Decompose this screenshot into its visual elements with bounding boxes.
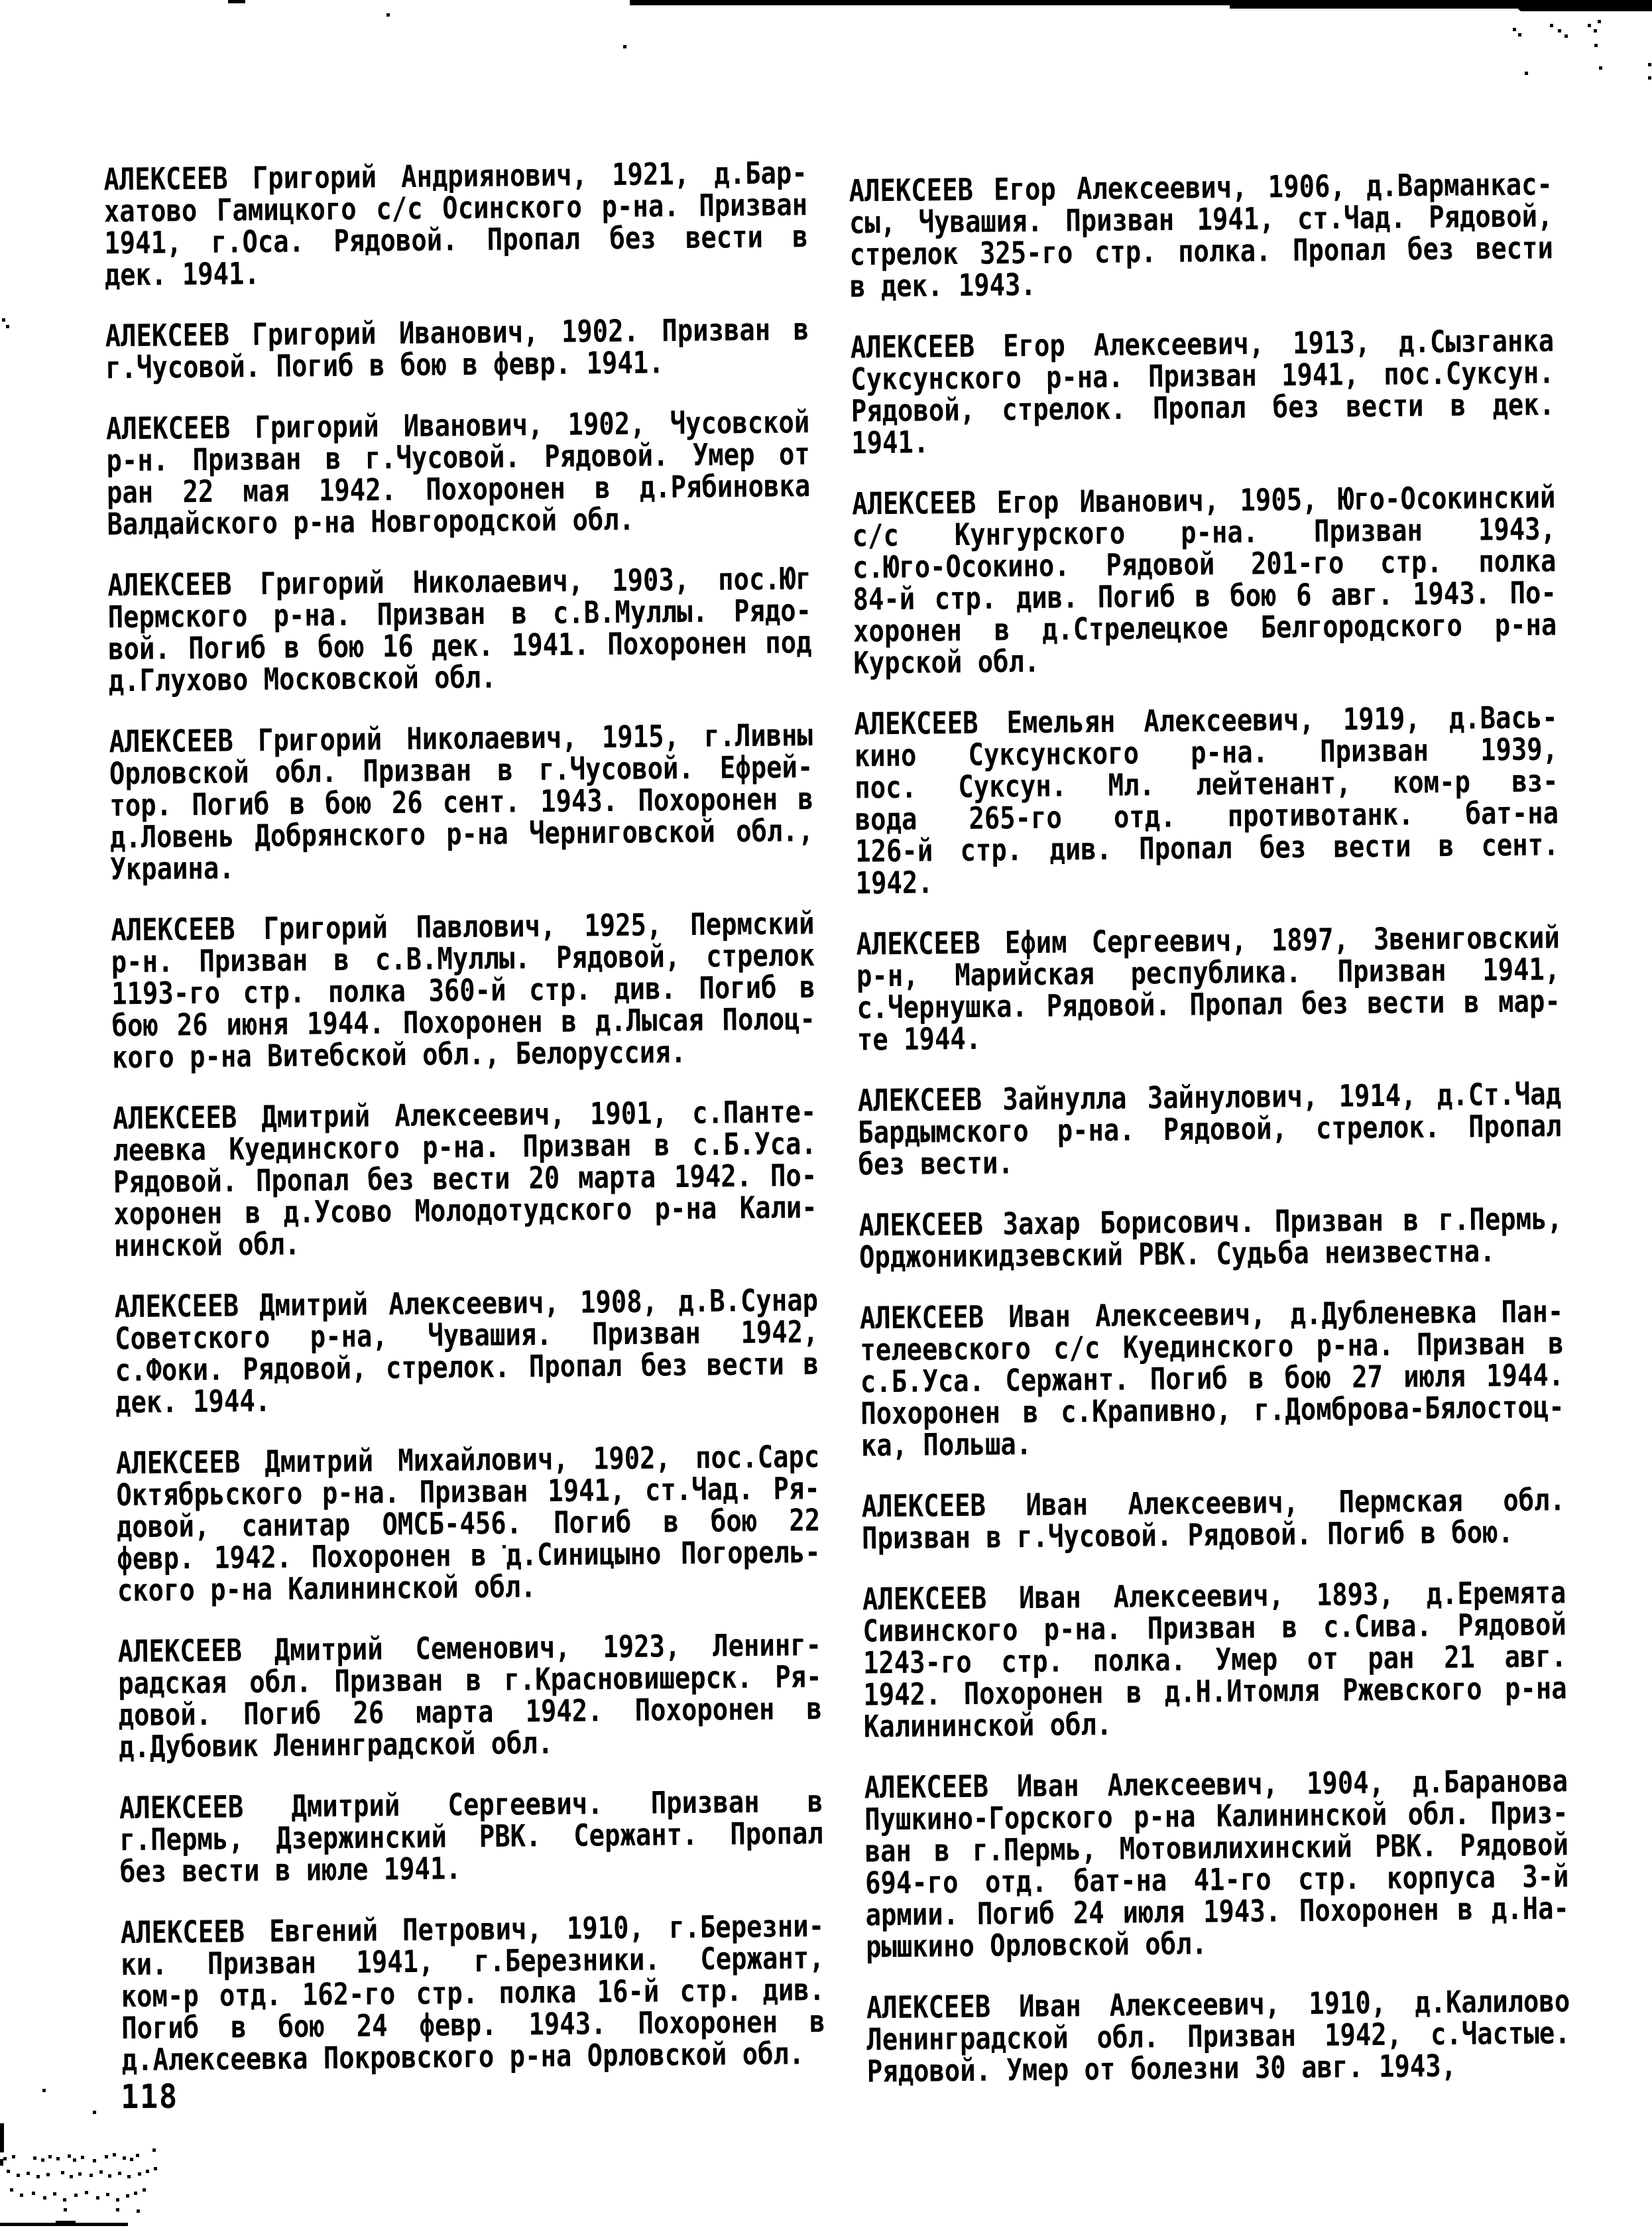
entry-line: 1941. [851,424,929,461]
entry-line: с.Юго-Осокино. Рядовой 201-го стр. полка [852,542,1557,586]
entry-line: нинской обл. [113,1225,300,1264]
entry-line: АЛЕКСЕЕВ Григорий Иванович, 1902, Чусовской [105,404,810,447]
entry-line: АЛЕКСЕЕВ Дмитрий Семенович, 1923, Ленинг- [117,1627,822,1670]
memorial-entry [858,1202,1563,1273]
entry-line: радская обл. Призван в г.Красновишерск. Ря- [117,1658,822,1702]
memorial-entry [856,919,1561,1058]
left-column [103,156,825,2105]
entry-line: ран 22 мая 1942. Похоронен в д.Рябиновка [106,467,811,511]
entry-line: Орловской обл. Призван в г.Чусовой. Ефрей- [109,749,813,792]
entry-line: без вести. [858,1145,1014,1182]
entry-line: АЛЕКСЕЕВ Дмитрий Сергеевич. Призван в [119,1783,823,1826]
entry-line: ком-р отд. 162-го стр. полка 16-й стр. див. [121,1971,825,2015]
entry-line: д.Глухово Московской обл. [108,658,497,699]
entry-line: 1243-го стр. полка. Умер от ран 21 авг. [862,1638,1567,1681]
memorial-entry [115,1438,821,1609]
entry-line: АЛЕКСЕЕВ Иван Алексеевич, Пермская обл. [861,1481,1566,1524]
memorial-entry [105,311,809,386]
entry-line: пос. Суксун. Мл. лейтенант, ком-р вз- [855,763,1559,806]
entry-line: Рядовой. Пропал без вести 20 марта 1942. По- [113,1157,817,1200]
entry-line: с/с Кунгурского р-на. Призван 1943, [852,511,1557,554]
scan-noise-speckles [0,0,3,3]
entry-line: ка, Польша. [860,1426,1032,1463]
memorial-entry [849,168,1553,302]
entry-line: телеевского с/с Куединского р-на. Призван в [860,1325,1564,1368]
entry-line: 1942. [855,864,933,901]
entry-line: Ленинградской обл. Призван 1942, с.Частые. [866,2015,1570,2058]
entry-line: армии. Погиб 24 июля 1943. Похоронен в д.На- [865,1890,1570,1933]
entry-line: тор. Погиб в бою 26 сент. 1943. Похоронен в [109,780,814,824]
entry-line: Советского р-на, Чувашия. Призван 1942, [114,1314,819,1357]
entry-line: р-н. Призван в с.В.Муллы. Рядовой, стрелок [111,937,815,980]
entry-line: АЛЕКСЕЕВ Дмитрий Алексеевич, 1908, д.В.Сунар [114,1282,819,1325]
entry-line: Бардымского р-на. Рядовой, стрелок. Пропал [858,1107,1562,1150]
entry-line: ван в г.Пермь, Мотовилихинский РВК. Рядовой [864,1826,1569,1869]
entry-line: вода 265-го отд. противотанк. бат-на [855,794,1559,838]
entry-line: АЛЕКСЕЕВ Иван Алексеевич, д.Дубленевка Пан- [859,1293,1564,1336]
entry-line: г.Пермь, Дзержинский РВК. Сержант. Пропал [119,1815,823,1858]
scan-artifact-top-dash [228,0,245,3]
entry-line: АЛЕКСЕЕВ Григорий Николаевич, 1903, пос.Юг [107,560,811,603]
entry-line: д.Дубовик Ленинградской обл. [118,1724,554,1765]
page-number: 118 [120,2077,179,2117]
entry-line: АЛЕКСЕЕВ Григорий Иванович, 1902. Призван в [105,311,809,354]
entry-line: хоронен в д.Усово Молодотудского р-на Кали- [113,1189,817,1232]
entry-line: Пермского р-на. Призван в с.В.Муллы. Рядо- [107,592,812,635]
entry-line: Призван в г.Чусовой. Рядовой. Погиб в бою. [861,1514,1514,1556]
entry-line: с.Чернушка. Рядовой. Пропал без вести в мар- [856,983,1561,1026]
entry-line: Рядовой. Умер от болезни 30 авг. 1943, [866,2047,1457,2089]
entry-line: с.Фоки. Рядовой, стрелок. Пропал без вести в [115,1345,819,1389]
entry-line: Суксунского р-на. Призван 1941, пос.Суксун. [851,354,1555,397]
entry-line: хоронен в д.Стрелецкое Белгородского р-на [853,606,1557,649]
entry-line: д.Алексеевка Покровского р-на Орловской обл. [121,2035,805,2078]
entry-line: 1942. Похоронен в д.Н.Итомля Ржевского р-на [863,1670,1567,1713]
entry-line: Рядовой, стрелок. Пропал без вести в дек. [851,386,1555,429]
scan-artifact-top-bar [1518,0,1652,11]
entry-line: Курской обл. [853,643,1040,681]
memorial-entry [850,322,1555,461]
memorial-entry [862,1574,1568,1745]
entry-line: д.Ловень Добрянского р-на Черниговской обл., [109,812,814,855]
entry-line: 1193-го стр. полка 360-й стр. див. Погиб в [111,969,815,1012]
memorial-entry [106,406,811,540]
entry-line: кино Суксунского р-на. Призван 1939, [854,731,1559,774]
entry-line: Сивинского р-на. Призван в с.Сива. Рядовой [862,1606,1567,1649]
memorial-entry [119,1783,824,1890]
entry-line: бою 26 июня 1944. Похоронен в д.Лысая Полоц- [111,1001,816,1044]
entry-line: АЛЕКСЕЕВ Григорий Николаевич, 1915, г.Ливны [109,717,813,760]
memorial-entry [851,479,1557,681]
scan-artifact-bottom-bar [56,2221,76,2226]
memorial-entry [117,1629,822,1763]
entry-line: АЛЕКСЕЕВ Емельян Алексеевич, 1919, д.Вась- [854,699,1558,742]
entry-line: дек. 1941. [104,255,261,293]
entry-line: Орджоникидзевский РВК. Судьба неизвестна. [858,1233,1496,1275]
entry-line: дек. 1944. [115,1383,271,1420]
entry-line: Валдайского р-на Новгородской обл. [107,501,635,542]
entry-line: АЛЕКСЕЕВ Захар Борисович. Призван в г.Пермь, [858,1200,1563,1243]
entry-line: АЛЕКСЕЕВ Егор Алексеевич, 1913, д.Сызганка [850,322,1555,365]
entry-line: 84-й стр. див. Погиб в бою 6 авг. 1943. По- [853,574,1557,617]
entry-line: р-н, Марийская республика. Призван 1941, [856,951,1561,994]
entry-line: 126-й стр. див. Пропал без вести в сент. [855,826,1559,869]
entry-line: Октябрьского р-на. Призван 1941, ст.Чад. Ря- [116,1470,820,1513]
entry-line: ского р-на Калининской обл. [117,1568,536,1609]
memorial-entry [103,155,808,293]
entry-line: АЛЕКСЕЕВ Иван Алексеевич, 1904, д.Баранова [864,1763,1568,1806]
entry-line: АЛЕКСЕЕВ Дмитрий Алексеевич, 1901, с.Панте- [112,1093,817,1137]
scan-artifact-edge-mark [0,2159,3,2166]
entry-line: Погиб в бою 24 февр. 1943. Похоронен в [121,2003,825,2046]
entry-line: АЛЕКСЕЕВ Григорий Андриянович, 1921, д.Бар- [103,155,807,198]
memorial-entry [860,1295,1565,1461]
entry-line: АЛЕКСЕЕВ Дмитрий Михайлович, 1902, пос.Сарс [115,1438,820,1481]
memorial-entry [864,1763,1570,1965]
entry-line: АЛЕКСЕЕВ Евгений Петрович, 1910, г.Березни- [120,1908,825,1951]
memorial-entry [866,1985,1571,2087]
entry-line: без вести в июле 1941. [119,1850,461,1890]
entry-line: февр. 1942. Похоронен в д.Синицыно Погорель- [117,1534,821,1577]
entry-line: АЛЕКСЕЕВ Зайнулла Зайнулович, 1914, д.Ст.Чад [857,1076,1562,1119]
memorial-entry [115,1284,819,1418]
entry-line: довой. Погиб 26 марта 1942. Похоронен в [118,1690,823,1733]
right-column [849,168,1570,2116]
entry-line: в дек. 1943. [849,266,1037,304]
entry-line: с.Б.Уса. Сержант. Погиб в бою 27 июля 1944. [860,1357,1564,1400]
memorial-entry [109,719,814,885]
entry-line: 694-го отд. бат-на 41-го стр. корпуса 3-й [864,1858,1569,1901]
entry-line: Похоронен в с.Крапивно, г.Домброва-Бялостоц- [860,1389,1564,1432]
entry-line: кого р-на Витебской обл., Белоруссия. [111,1034,687,1076]
entry-line: хатово Гамицкого с/с Осинского р-на. Призван [103,186,808,229]
memorial-entry [111,905,816,1076]
entry-line: г.Чусовой. Погиб в бою в февр. 1941. [105,344,664,386]
entry-line: Украина. [110,849,235,887]
entry-line: АЛЕКСЕЕВ Иван Алексеевич, 1910, д.Калилово [866,1983,1570,2026]
entry-line: АЛЕКСЕЕВ Григорий Павлович, 1925, Пермский [111,905,815,948]
entry-line: сы, Чувашия. Призван 1941, ст.Чад. Рядовой, [849,198,1553,241]
memorial-entry [107,560,812,699]
entry-line: 1941, г.Оса. Рядовой. Пропал без вести в [104,218,808,261]
entry-line: р-н. Призван в г.Чусовой. Рядовой. Умер от [106,436,811,479]
entry-line: ки. Призван 1941, г.Березники. Сержант, [121,1940,825,1983]
entry-line: Пушкино-Горского р-на Калининской обл. Приз- [864,1794,1568,1837]
memorial-entry [854,701,1559,899]
memorial-entry [121,1910,826,2076]
entry-line: довой, санитар ОМСБ-456. Погиб в бою 22 [116,1502,821,1545]
entry-line: АЛЕКСЕЕВ Иван Алексеевич, 1893, д.Еремята [862,1574,1566,1617]
entry-line: леевка Куединского р-на. Призван в с.Б.Уса. [113,1125,817,1168]
entry-line: рышкино Орловской обл. [865,1925,1208,1965]
entry-line: стрелок 325-го стр. полка. Пропал без вести [849,229,1554,273]
entry-line: АЛЕКСЕЕВ Егор Алексеевич, 1906, д.Варманкас- [849,166,1553,209]
entry-line: вой. Погиб в бою 16 дек. 1941. Похоронен под [107,624,812,667]
scan-artifact-edge-mark [0,2123,4,2152]
memorial-entry [861,1483,1565,1554]
entry-line: АЛЕКСЕЕВ Егор Иванович, 1905, Юго-Осокинский [851,479,1556,522]
memorial-entry [112,1093,818,1264]
entry-line: те 1944. [856,1020,982,1058]
memorial-entry [858,1078,1563,1180]
entry-line: АЛЕКСЕЕВ Ефим Сергеевич, 1897, Звениговский [856,919,1561,962]
entry-line: Калининской обл. [863,1706,1112,1745]
